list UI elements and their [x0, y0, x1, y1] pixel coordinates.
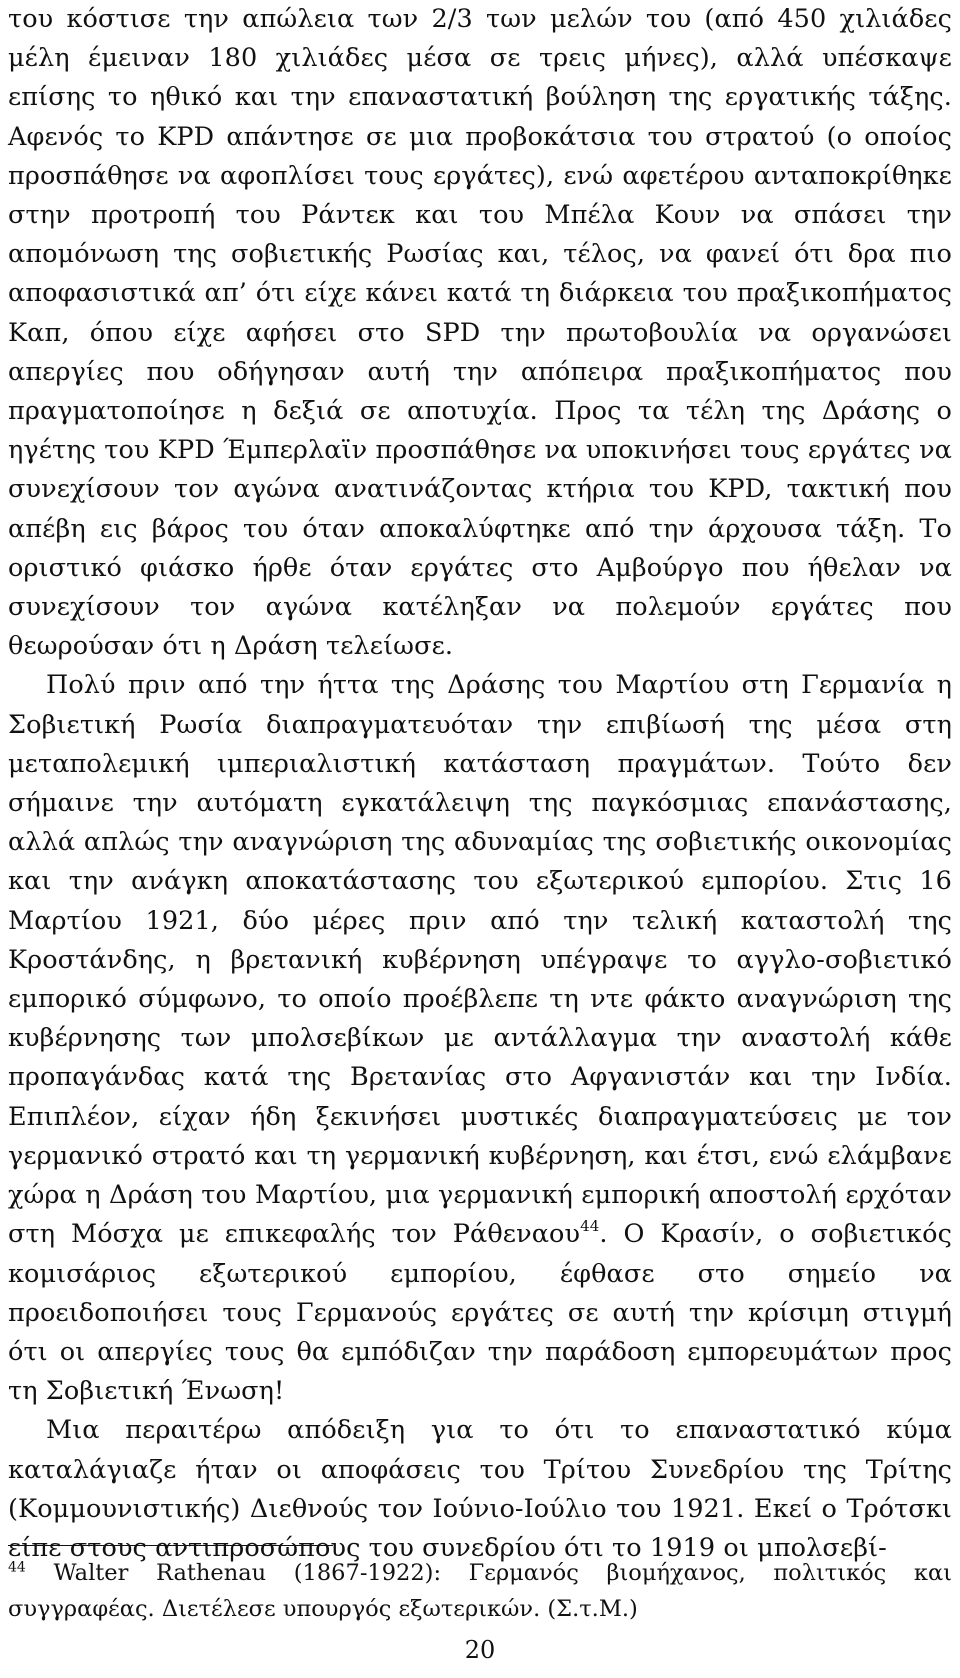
- paragraph-3: Μια περαιτέρω απόδειξη για το ότι το επαναστατικό κύμα καταλάγιαζε ήταν οι αποφάσεις του Τρίτου Συνεδρίου της Τρίτης (Κομμουνιστικής) Διεθνούς τον Ιούνιο-Ιούλιο του 1921. Εκεί ο Τρότσκι είπε στους αντιπροσώπους του συνεδρίου ότι το 1919 οι μπολσεβί-: [8, 1415, 952, 1563]
- page: [8, 0, 952, 1568]
- footnote: [8, 1555, 952, 1627]
- paragraph-2-continuation: . Ο Κρασίν, ο σοβιετικός κομισάριος εξωτερικού εμπορίου, έφθασε στο σημείο να προειδοποιήσει τους Γερμανούς εργάτες σε αυτή την κρίσιμη στιγμή ότι οι απεργίες τους θα εμπόδιζαν την παράδοση εμπορευμάτων προς τη Σοβιετική Ένωση!: [8, 1219, 952, 1407]
- body-text: [8, 0, 952, 1568]
- paragraph-2: [8, 666, 952, 1411]
- page-number: 20: [464, 1636, 496, 1664]
- paragraph-1: του κόστισε την απώλεια των 2/3 των μελών του (από 450 χιλιάδες μέλη έμειναν 180 χιλιάδες μέσα σε τρεις μήνες), αλλά υπέσκαψε επίσης το ηθικό και την επαναστατική βούληση της εργατικής τάξης. Αφενός το KPD απάντησε σε μια προβοκάτσια του στρατού (ο οποίος προσπάθησε να αφοπλίσει τους εργάτες), ενώ αφετέρου ανταποκρίθηκε στην προτροπή του Ράντεκ και του Μπέλα Κουν να σπάσει την απομόνωση της σοβιετικής Ρωσίας και, τέλος, να φανεί ότι δρα πιο αποφασιστικά απ’ ότι είχε κάνει κατά τη διάρκεια του πραξικοπήματος Καπ, όπου είχε αφήσει στο SPD την πρωτοβουλία να οργανώσει απεργίες που οδήγησαν αυτή την απόπειρα πραξικοπήματος που πραγματοποίησε η δεξιά σε αποτυχία. Προς τα τέλη της Δράσης ο ηγέτης του KPD Έμπερλαϊν προσπάθησε να υποκινήσει τους εργάτες να συνεχίσουν τον αγώνα ανατινάζοντας κτήρια του KPD, τακτική που απέβη εις βάρος του όταν αποκαλύφτηκε από την άρχουσα τάξη. Το οριστικό φιάσκο ήρθε όταν εργάτες στο Αμβούργο που ήθελαν να συνεχίσουν τον αγώνα κατέληξαν να πολεμούν εργάτες που θεωρούσαν ότι η Δράση τελείωσε.: [8, 4, 952, 662]
- footnote-number: 44: [8, 1559, 26, 1576]
- footnote-text: Walter Rathenau (1867-1922): Γερμανός βιομήχανος, πολιτικός και συγγραφέας. Διετέλεσε υπουργός εξωτερικών. (Σ.τ.Μ.): [8, 1560, 952, 1622]
- paragraph-2-text: Πολύ πριν από την ήττα της Δράσης του Μαρτίου στη Γερμανία η Σοβιετική Ρωσία διαπραγματευόταν την επιβίωσή της μέσα στη μεταπολεμική ιμπεριαλιστική κατάσταση πραγμάτων. Τούτο δεν σήμαινε την αυτόματη εγκατάλειψη της παγκόσμιας επανάστασης, αλλά απλώς την αναγνώριση της αδυναμίας της σοβιετικής οικονομίας και την ανάγκη αποκατάστασης του εξωτερικού εμπορίου. Στις 16 Μαρτίου 1921, δύο μέρες πριν από την τελική καταστολή της Κροστάνδης, η βρετανική κυβέρνηση υπέγραψε το αγγλο-σοβιετικό εμπορικό σύμφωνο, το οποίο προέβλεπε τη ντε φάκτο αναγνώριση της κυβέρνησης των μπολσεβίκων με αντάλλαγμα την αναστολή κάθε προπαγάνδας κατά της Βρετανίας στο Αφγανιστάν και την Ινδία. Επιπλέον, είχαν ήδη ξεκινήσει μυστικές διαπραγματεύσεις με τον γερμανικό στρατό και τη γερμανική κυβέρνηση, και έτσι, ενώ ελάμβανε χώρα η Δράση του Μαρτίου, μια γερμανική εμπορική αποστολή ερχόταν στη Μόσχα με επικεφαλής τον Ράθεναου: [8, 670, 952, 1250]
- footnote-reference: 44: [580, 1216, 600, 1235]
- footnote-divider: [8, 1545, 333, 1546]
